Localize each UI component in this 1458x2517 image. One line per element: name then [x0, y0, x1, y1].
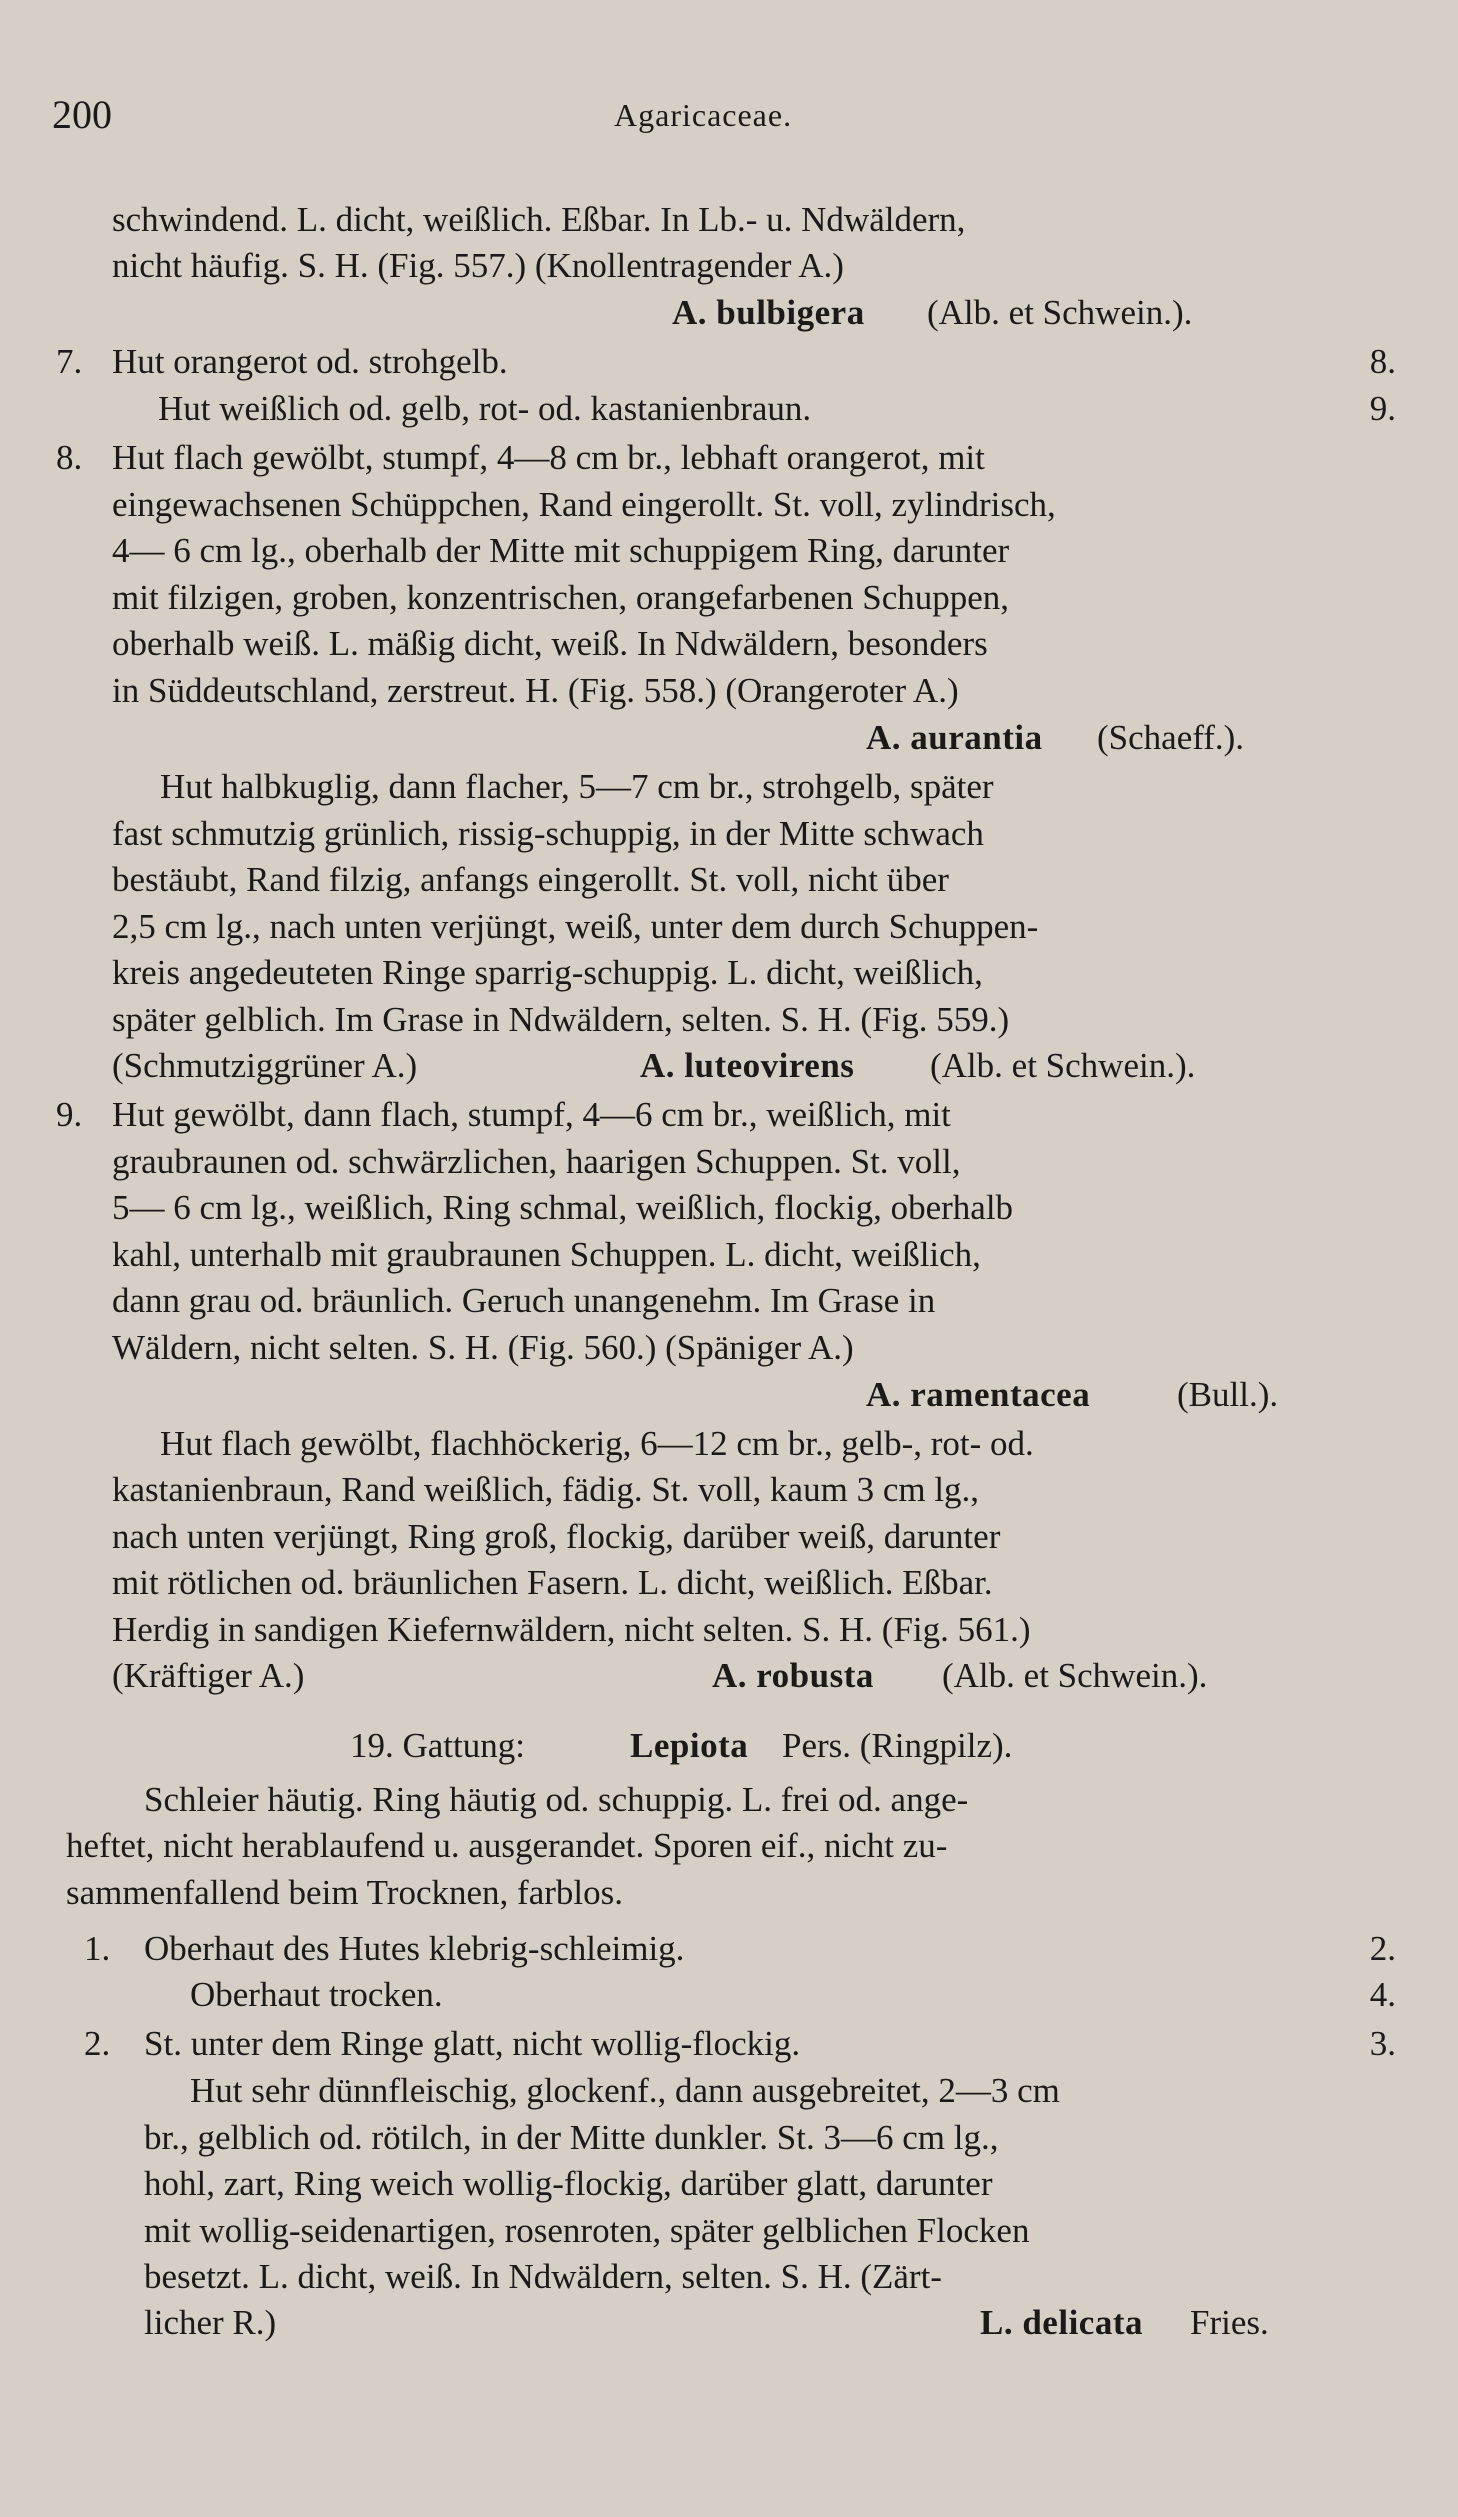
species-author: (Alb. et Schwein.).: [942, 1656, 1208, 1695]
key-number: 1.: [84, 1929, 111, 1968]
text-line: [0, 2208, 1458, 2254]
line-text: schwindend. L. dicht, weißlich. Eßbar. In Lb.- u. Ndwäldern,: [112, 200, 966, 239]
genus-label: 19. Gattung:: [350, 1726, 525, 1765]
line-text: Hut orangerot od. strohgelb.: [112, 342, 508, 381]
key-number: 7.: [56, 342, 83, 381]
text-line: [0, 2161, 1458, 2207]
line-text: graubraunen od. schwärzlichen, haarigen Schuppen. St. voll,: [112, 1142, 961, 1181]
line-text: fast schmutzig grünlich, rissig-schuppig, in der Mitte schwach: [112, 814, 984, 853]
text-line: [0, 1560, 1458, 1606]
line-text: Oberhaut des Hutes klebrig-schleimig.: [144, 1929, 685, 1968]
line-text: sammenfallend beim Trocknen, farblos.: [66, 1873, 623, 1912]
species-name: A. bulbigera: [672, 293, 865, 332]
text-line: [0, 482, 1458, 528]
line-text: Hut gewölbt, dann flach, stumpf, 4—6 cm br., weißlich, mit: [112, 1095, 951, 1134]
line-text: mit filzigen, groben, konzentrischen, orangefarbenen Schuppen,: [112, 578, 1010, 617]
key-line: [0, 339, 1458, 385]
text-line: [0, 764, 1458, 810]
species-author: Fries.: [1190, 2303, 1269, 2342]
text-line: [0, 243, 1458, 289]
line-text: Hut flach gewölbt, flachhöckerig, 6—12 cm br., gelb-, rot- od.: [160, 1424, 1034, 1463]
key-number: 9.: [56, 1095, 83, 1134]
genus-heading: [0, 1723, 1458, 1769]
line-text: nicht häufig. S. H. (Fig. 557.) (Knollentragender A.): [112, 246, 844, 285]
key-number: 8.: [56, 438, 83, 477]
line-text: Hut flach gewölbt, stumpf, 4—8 cm br., lebhaft orangerot, mit: [112, 438, 985, 477]
text-line: [0, 1607, 1458, 1653]
line-text: eingewachsenen Schüppchen, Rand eingerollt. St. voll, zylindrisch,: [112, 485, 1056, 524]
key-reference: 4.: [1369, 1975, 1396, 2014]
genus-author: Pers. (Ringpilz).: [782, 1726, 1013, 1765]
key-line: [0, 2021, 1458, 2067]
line-text: Hut sehr dünnfleischig, glockenf., dann ausgebreitet, 2—3 cm: [190, 2071, 1060, 2110]
text-line: [0, 857, 1458, 903]
text-line: [0, 621, 1458, 667]
key-line: [0, 1926, 1458, 1972]
line-text: Herdig in sandigen Kiefernwäldern, nicht selten. S. H. (Fig. 561.): [112, 1610, 1031, 1649]
page-number: 200: [52, 92, 112, 137]
species-line: [0, 1653, 1458, 1699]
line-text: Schleier häutig. Ring häutig od. schuppig. L. frei od. ange-: [144, 1780, 969, 1819]
key-line: [0, 386, 1458, 432]
line-text: Wäldern, nicht selten. S. H. (Fig. 560.) (Späniger A.): [112, 1328, 854, 1367]
line-text: kahl, unterhalb mit graubraunen Schuppen. L. dicht, weißlich,: [112, 1235, 981, 1274]
key-reference: 9.: [1369, 389, 1396, 428]
text-line: [0, 1421, 1458, 1467]
genus-name: Lepiota: [630, 1726, 749, 1765]
text-line: [0, 575, 1458, 621]
line-text: besetzt. L. dicht, weiß. In Ndwäldern, selten. S. H. (Zärt-: [144, 2257, 942, 2296]
text-line: [0, 1278, 1458, 1324]
key-line: [0, 1972, 1458, 2018]
key-reference: 3.: [1369, 2024, 1396, 2063]
text-line: [0, 197, 1458, 243]
line-text: (Kräftiger A.): [112, 1656, 305, 1695]
line-text: 4— 6 cm lg., oberhalb der Mitte mit schuppigem Ring, darunter: [112, 531, 1010, 570]
text-line: [0, 1777, 1458, 1823]
line-text: 5— 6 cm lg., weißlich, Ring schmal, weißlich, flockig, oberhalb: [112, 1188, 1014, 1227]
line-text: dann grau od. bräunlich. Geruch unangenehm. Im Grase in: [112, 1281, 936, 1320]
text-line: [0, 1823, 1458, 1869]
text-line: [0, 1185, 1458, 1231]
text-line: [0, 950, 1458, 996]
species-name: A. aurantia: [866, 718, 1043, 757]
species-name: L. delicata: [980, 2303, 1143, 2342]
text-line: [0, 2254, 1458, 2300]
line-text: hohl, zart, Ring weich wollig-flockig, darüber glatt, darunter: [144, 2164, 993, 2203]
line-text: kastanienbraun, Rand weißlich, fädig. St. voll, kaum 3 cm lg.,: [112, 1470, 980, 1509]
species-name: A. robusta: [712, 1656, 874, 1695]
species-line: [0, 1372, 1458, 1418]
text-line: [0, 1514, 1458, 1560]
line-text: in Süddeutschland, zerstreut. H. (Fig. 558.) (Orangeroter A.): [112, 671, 959, 710]
text-line: [0, 668, 1458, 714]
line-text: licher R.): [144, 2303, 277, 2342]
line-text: 2,5 cm lg., nach unten verjüngt, weiß, unter dem durch Schuppen-: [112, 907, 1039, 946]
key-line: [0, 435, 1458, 481]
species-author: (Alb. et Schwein.).: [927, 293, 1193, 332]
text-line: [0, 2068, 1458, 2114]
text-line: [0, 1870, 1458, 1916]
key-reference: 2.: [1369, 1929, 1396, 1968]
species-author: (Alb. et Schwein.).: [930, 1046, 1196, 1085]
line-text: kreis angedeuteten Ringe sparrig-schuppig. L. dicht, weißlich,: [112, 953, 983, 992]
text-line: [0, 997, 1458, 1043]
text-line: [0, 1139, 1458, 1185]
line-text: später gelblich. Im Grase in Ndwäldern, selten. S. H. (Fig. 559.): [112, 1000, 1010, 1039]
species-name: A. luteovirens: [640, 1046, 855, 1085]
species-line: [0, 1043, 1458, 1089]
line-text: bestäubt, Rand filzig, anfangs eingerollt. St. voll, nicht über: [112, 860, 949, 899]
text-line: [0, 2115, 1458, 2161]
text-line: [0, 1232, 1458, 1278]
line-text: (Schmutziggrüner A.): [112, 1046, 418, 1085]
line-text: Hut weißlich od. gelb, rot- od. kastanienbraun.: [158, 389, 812, 428]
species-line: [0, 2300, 1458, 2346]
species-name: A. ramentacea: [866, 1375, 1091, 1414]
text-line: [0, 904, 1458, 950]
line-text: Oberhaut trocken.: [190, 1975, 443, 2014]
line-text: heftet, nicht herablaufend u. ausgerandet. Sporen eif., nicht zu-: [66, 1826, 948, 1865]
line-text: oberhalb weiß. L. mäßig dicht, weiß. In Ndwäldern, besonders: [112, 624, 988, 663]
key-line: [0, 1092, 1458, 1138]
key-reference: 8.: [1369, 342, 1396, 381]
line-text: nach unten verjüngt, Ring groß, flockig, darüber weiß, darunter: [112, 1517, 1001, 1556]
line-text: mit wollig-seidenartigen, rosenroten, später gelblichen Flocken: [144, 2211, 1030, 2250]
text-line: [0, 528, 1458, 574]
species-author: (Bull.).: [1177, 1375, 1279, 1414]
line-text: br., gelblich od. rötilch, in der Mitte dunkler. St. 3—6 cm lg.,: [144, 2118, 999, 2157]
line-text: mit rötlichen od. bräunlichen Fasern. L. dicht, weißlich. Eßbar.: [112, 1563, 993, 1602]
species-author: (Schaeff.).: [1097, 718, 1245, 757]
running-head: Agaricaceae.: [614, 97, 793, 133]
page-header: [0, 92, 1458, 138]
text-line: [0, 1467, 1458, 1513]
line-text: St. unter dem Ringe glatt, nicht wollig-flockig.: [144, 2024, 801, 2063]
line-text: Hut halbkuglig, dann flacher, 5—7 cm br., strohgelb, später: [160, 767, 994, 806]
text-line: [0, 1325, 1458, 1371]
species-line: [0, 715, 1458, 761]
text-line: [0, 811, 1458, 857]
key-number: 2.: [84, 2024, 111, 2063]
species-line: [0, 290, 1458, 336]
